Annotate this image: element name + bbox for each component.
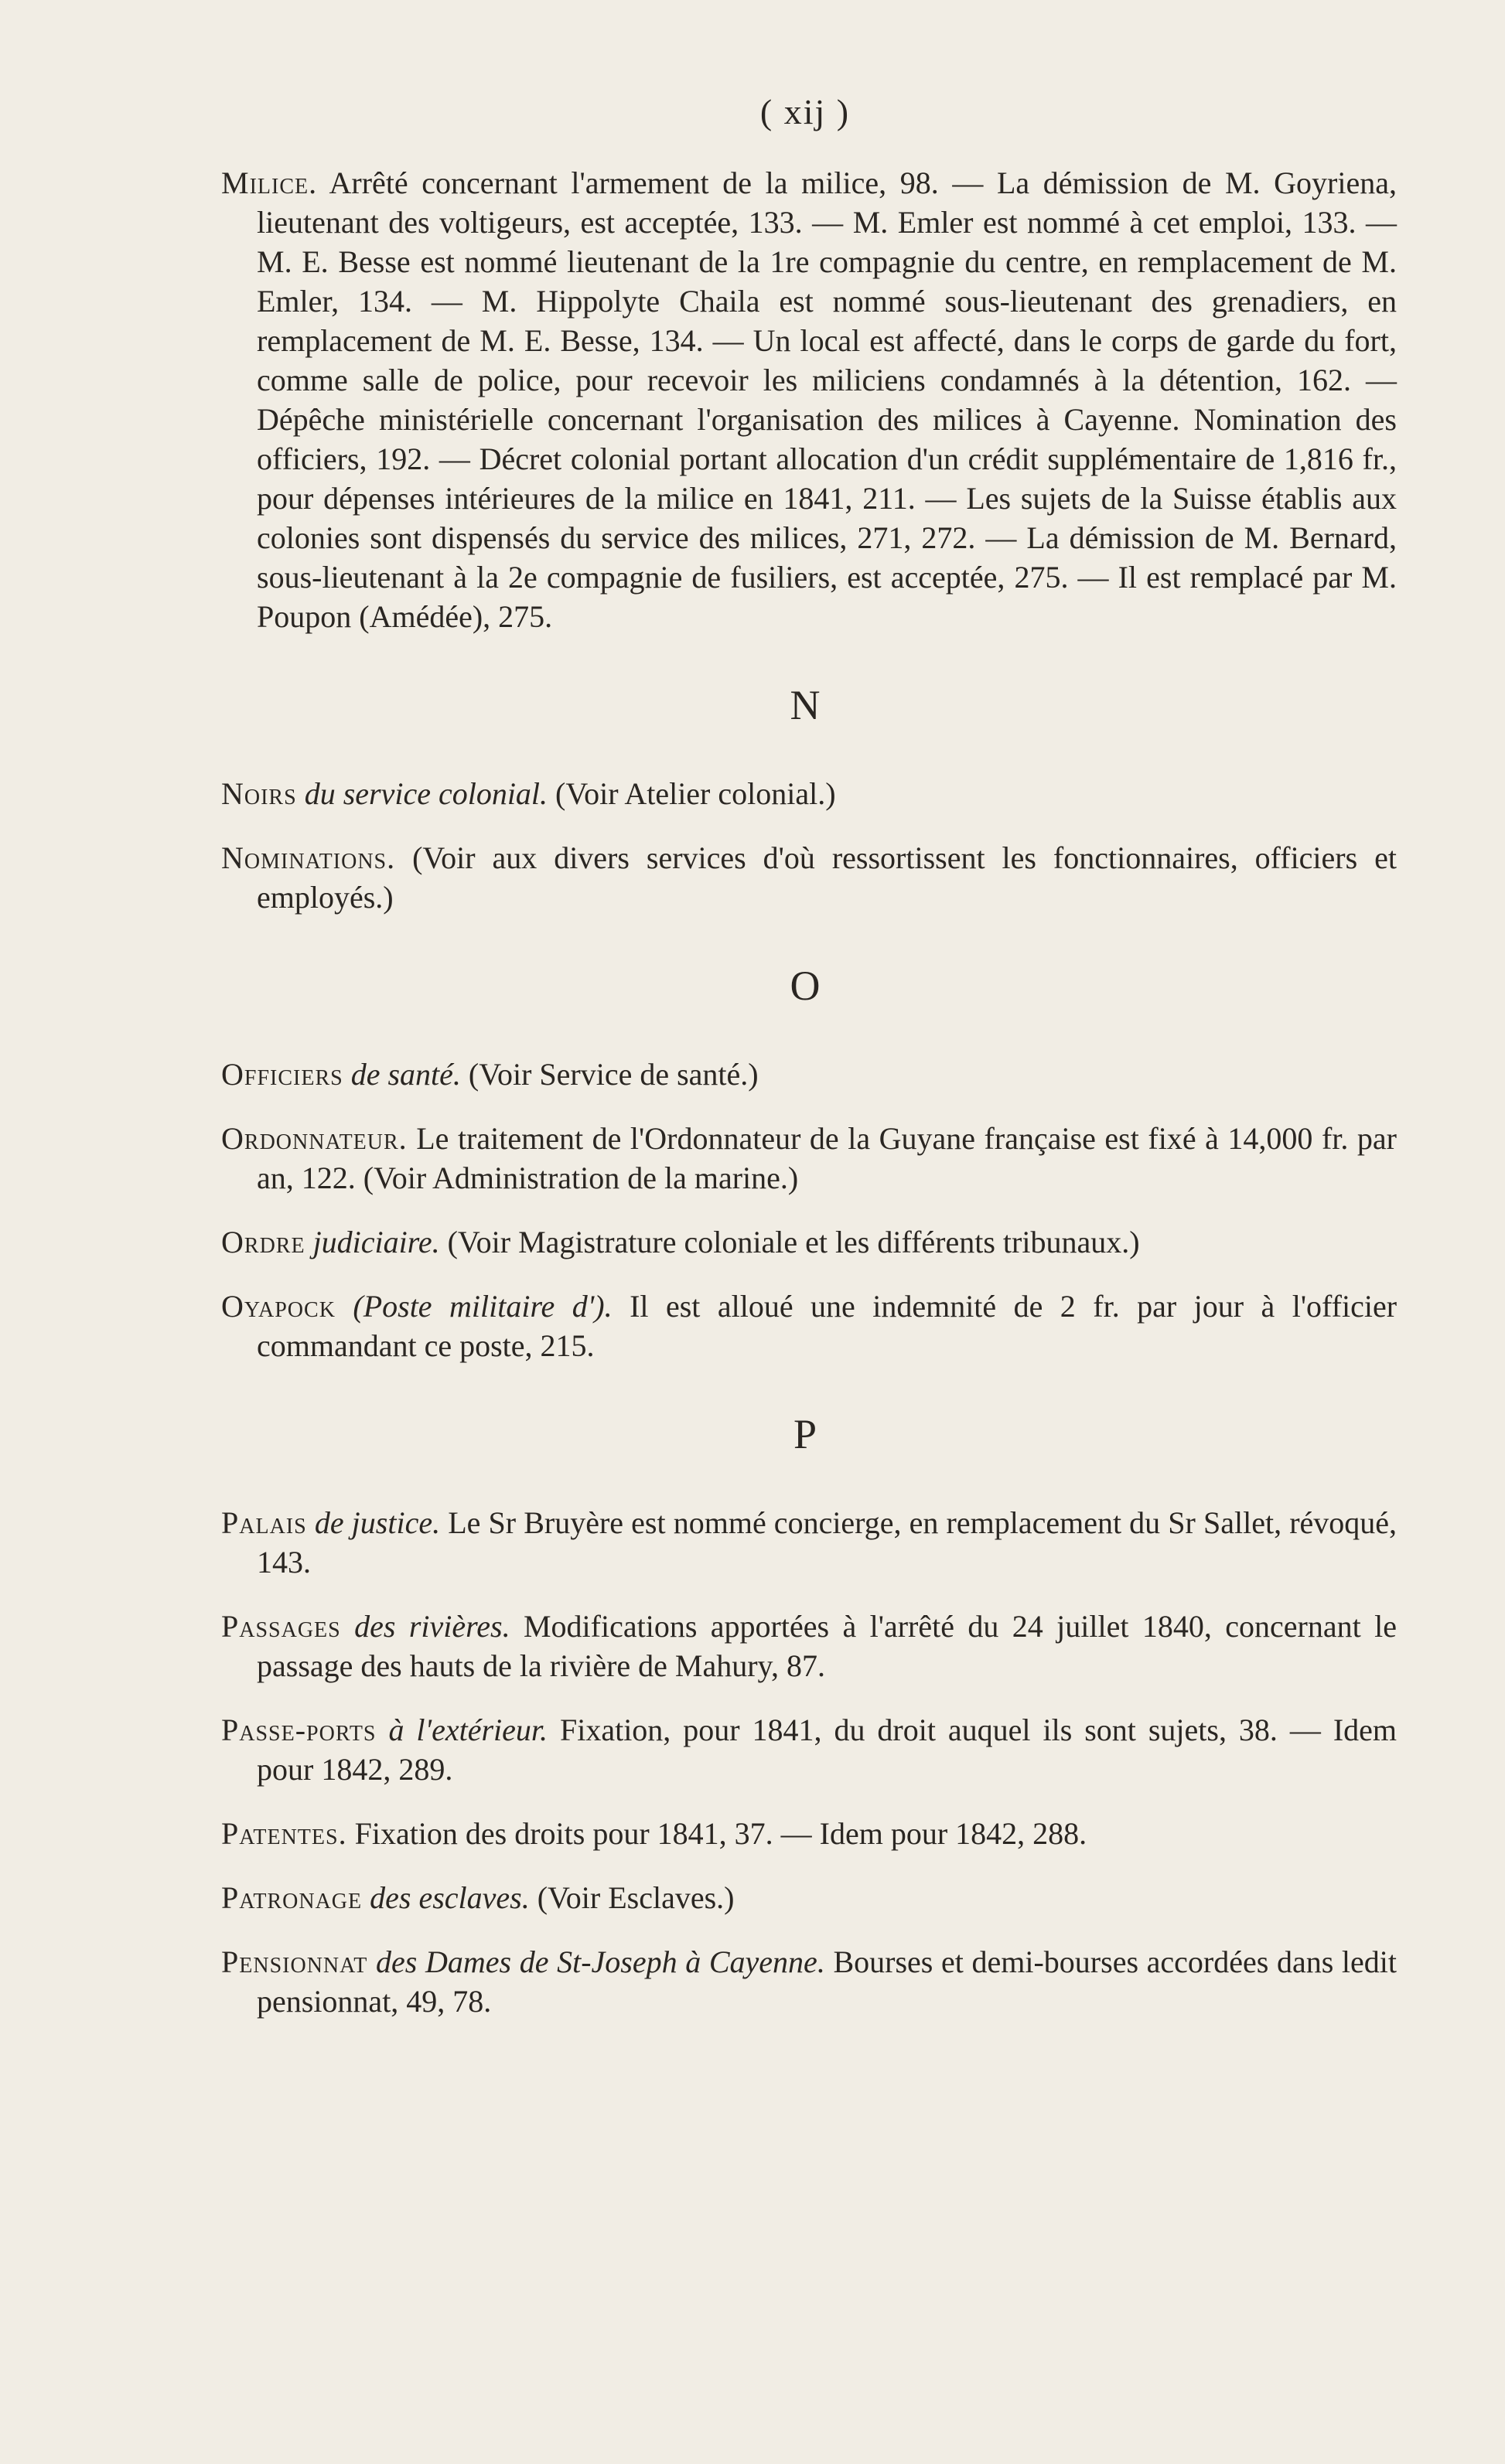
entry-qualifier: des esclaves. [370, 1880, 530, 1915]
index-entry-milice [221, 163, 1397, 636]
index-entry-ordre [221, 1222, 1397, 1262]
entry-head: Ordonnateur. [221, 1121, 408, 1156]
index-entry-ordonnateur [221, 1119, 1397, 1198]
entry-head: Ordre [221, 1225, 305, 1259]
entry-qualifier: de justice. [314, 1505, 441, 1540]
entry-text: Fixation, pour 1841, du droit auquel ils sont sujets, 38. — Idem pour 1842, 289. [257, 1713, 1398, 1787]
entry-text: (Voir Atelier colonial.) [555, 776, 836, 811]
entry-qualifier: de santé. [350, 1057, 461, 1092]
entry-text: Bourses et demi-bourses accordées dans ledit pensionnat, 49, 78. [257, 1944, 1397, 2019]
entry-head: Passe-ports [221, 1713, 377, 1747]
entry-head: Nominations. [221, 840, 396, 875]
index-entry-oyapock [221, 1287, 1397, 1365]
entry-head: Passages [221, 1609, 341, 1644]
entry-text: Fixation des droits pour 1841, 37. — Idem pour 1842, 288. [354, 1816, 1087, 1851]
entry-text: Arrêté concernant l'armement de la milice, 98. — La démission de M. Goyriena, lieutenant des voltigeurs, est acceptée, 133. — M. Emler est nommé à cet emploi, 133. — M. E. Besse est nommé lieutenant de la 1re compagnie du centre, en remplacement de M. Emler, 134. — M. Hippolyte Chaila est nommé sous-lieutenant des grenadiers, en remplacement de M. E. Besse, 134. — Un local est affecté, dans le corps de garde du fort, comme salle de police, pour recevoir les miliciens condamnés à la détention, 162. — Dépêche ministérielle concernant l'organisation des milices à Cayenne. Nomination des officiers, 192. — Décret colonial portant allocation d'un crédit supplémentaire de 1,816 fr., pour dépenses intérieures de la milice en 1841, 211. — Les sujets de la Suisse établis aux colonies sont dispensés du service des milices, 271, 272. — La démission de M. Bernard, sous-lieutenant à la 2e compagnie de fusiliers, est acceptée, 275. — Il est remplacé par M. Poupon (Amédée), 275. [257, 165, 1398, 634]
entry-head: Officiers [221, 1057, 343, 1092]
entry-head: Milice. [221, 165, 318, 200]
entry-head: Patronage [221, 1880, 363, 1915]
entry-text: (Voir Esclaves.) [537, 1880, 735, 1915]
entry-qualifier: judiciaire. [312, 1225, 440, 1259]
entry-head: Pensionnat [221, 1944, 368, 1979]
page-folio: ( xij ) [759, 92, 851, 131]
index-entry-officiers [221, 1055, 1397, 1094]
entry-text: Le traitement de l'Ordonnateur de la Guyane française est fixé à 14,000 fr. par an, 122. (Voir Administration de la marine.) [257, 1121, 1398, 1195]
entry-qualifier: des Dames de St-Joseph à Cayenne. [376, 1944, 825, 1979]
entry-text: Modifications apportées à l'arrêté du 24 juillet 1840, concernant le passage des hauts de la rivière de Mahury, 87. [257, 1609, 1398, 1683]
entry-text: Il est alloué une indemnité de 2 fr. par jour à l'officier commandant ce poste, 215. [257, 1289, 1398, 1363]
entry-head: Noirs [221, 776, 297, 811]
index-entry-passages [221, 1607, 1397, 1685]
entry-qualifier: des rivières. [354, 1609, 510, 1644]
section-letter-n: N [790, 682, 821, 728]
section-letter-p: P [793, 1411, 817, 1457]
index-entry-pensionnat [221, 1942, 1397, 2021]
entry-head: Patentes. [221, 1816, 347, 1851]
entry-head: Palais [221, 1505, 307, 1540]
entry-text: (Voir aux divers services d'où ressortissent les fonctionnaires, officiers et employés.) [257, 840, 1397, 915]
entry-qualifier: du service colonial. [304, 776, 548, 811]
index-entry-patronage [221, 1878, 1397, 1917]
index-entry-passe-ports [221, 1710, 1397, 1789]
section-letter-o: O [790, 963, 821, 1009]
entry-text: (Voir Magistrature coloniale et les différents tribunaux.) [447, 1225, 1140, 1259]
entry-text: (Voir Service de santé.) [468, 1057, 759, 1092]
index-entry-patentes [221, 1814, 1397, 1853]
index-entry-palais [221, 1503, 1397, 1582]
index-entry-noirs [221, 774, 1397, 813]
entry-qualifier: à l'extérieur. [388, 1713, 548, 1747]
entry-text: Le Sr Bruyère est nommé concierge, en remplacement du Sr Sallet, révoqué, 143. [257, 1505, 1398, 1580]
entry-qualifier: (Poste militaire d'). [353, 1289, 613, 1324]
index-entry-nominations [221, 838, 1397, 917]
entry-head: Oyapock [221, 1289, 336, 1324]
